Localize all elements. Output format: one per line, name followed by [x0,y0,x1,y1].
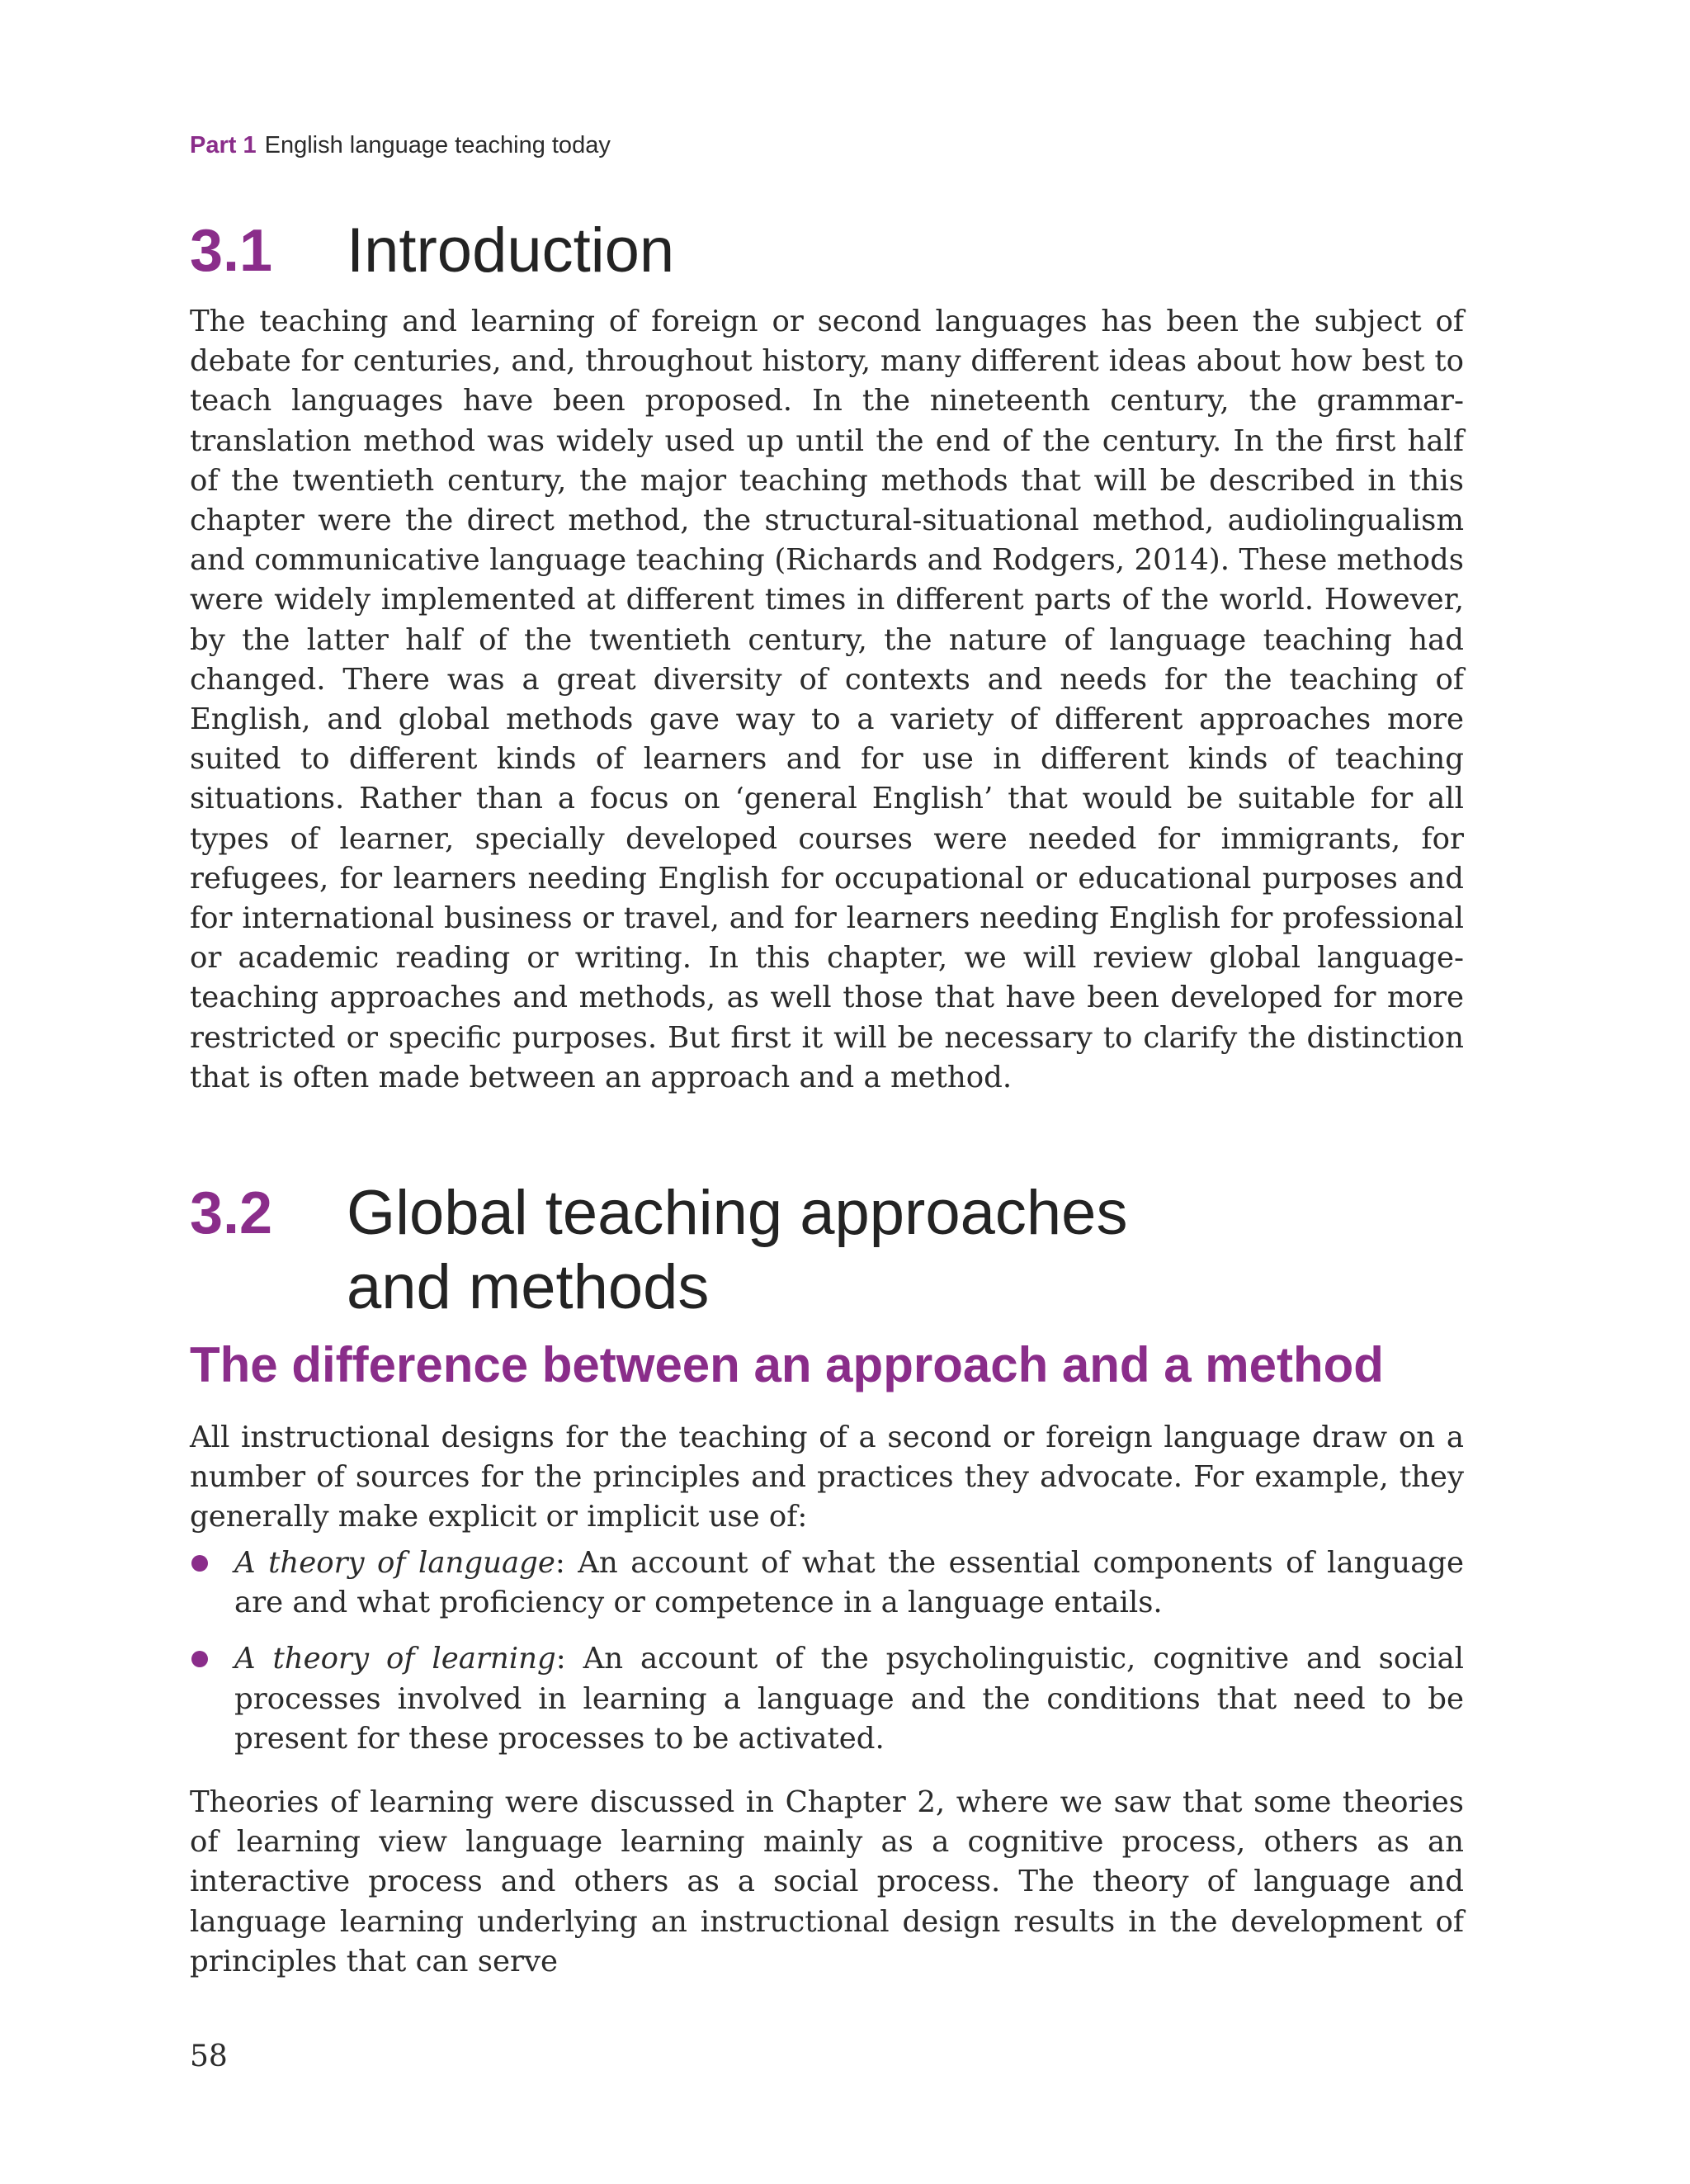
section-title: Introduction [347,215,675,286]
subheading: The difference between an approach and a method [190,1337,1384,1392]
list-item [190,1639,1464,1759]
section-heading-3-1 [190,210,1510,292]
list-item-text: : An account of the psycholinguistic, cognitive and social processes involved in learning a language and the conditions that need to be present for these processes to be activated. [234,1642,1465,1756]
list-item [190,1543,1464,1623]
running-head-part: Part 1 [190,132,257,158]
bullet-dot-icon [191,1651,208,1667]
section-number: 3.2 [190,1180,273,1246]
list-item-term: A theory of language [234,1546,555,1580]
sources-paragraph: All instructional designs for the teaching of a second or foreign language draw on a number of sources for the principles and practices they advocate. For example, they generally make explicit or implicit use of: [190,1421,1464,1534]
page-number: 58 [190,2040,228,2073]
theories-paragraph: Theories of learning were discussed in Chapter 2, where we saw that some theories of learning view language learning mainly as a cognitive process, others as an interactive process and others as a social process. The theory of language and language learning underlying an instructional design results in the development of principles that can serve [190,1785,1464,1978]
bullet-dot-icon [191,1555,208,1572]
running-head-title: English language teaching today [264,132,611,158]
section-title [347,1176,1127,1325]
section-title-line-2: and methods [347,1252,710,1322]
section-title-line-1: Global teaching approaches [347,1178,1128,1248]
running-head [190,125,611,165]
intro-paragraph: The teaching and learning of foreign or second languages has been the subject of debate for centuries, and, throughout history, many different ideas about how best to teach languages have been proposed. In the nineteenth century, the grammar-translation method was widely used up until the end of the century. In the first half of the twentieth century, the major teaching methods that will be described in this chapter were the direct method, the structural-situational method, audiolingualism and communicative language teaching (Richards and Rodgers, 2014). These methods were widely implemented at different times in different parts of the world. However, by the latter half of the twentieth century, the nature of language teaching had changed. There was a great diversity of contexts and needs for the teaching of English, and global methods gave way to a variety of different approaches more suited to different kinds of learners and for use in different kinds of teaching situations. Rather than a focus on ‘general English’ that would be suitable for all types of learner, specially developed courses were needed for immigrants, for refugees, for learners needing English for occupational or educational purposes and for international business or travel, and for learners needing English for professional or academic reading or writing. In this chapter, we will review global language-teaching approaches and methods, as well those that have been developed for more restricted or specific purposes. But first it will be necessary to clarify the distinction that is often made between an approach and a method. [190,305,1464,1094]
section-heading-3-2 [190,1172,1510,1337]
theory-list [190,1543,1464,1775]
list-item-term: A theory of learning [234,1642,556,1676]
section-number: 3.1 [190,218,273,284]
list-item-text: : An account of what the essential components of language are and what proficiency or competence in a language entails. [234,1546,1464,1620]
